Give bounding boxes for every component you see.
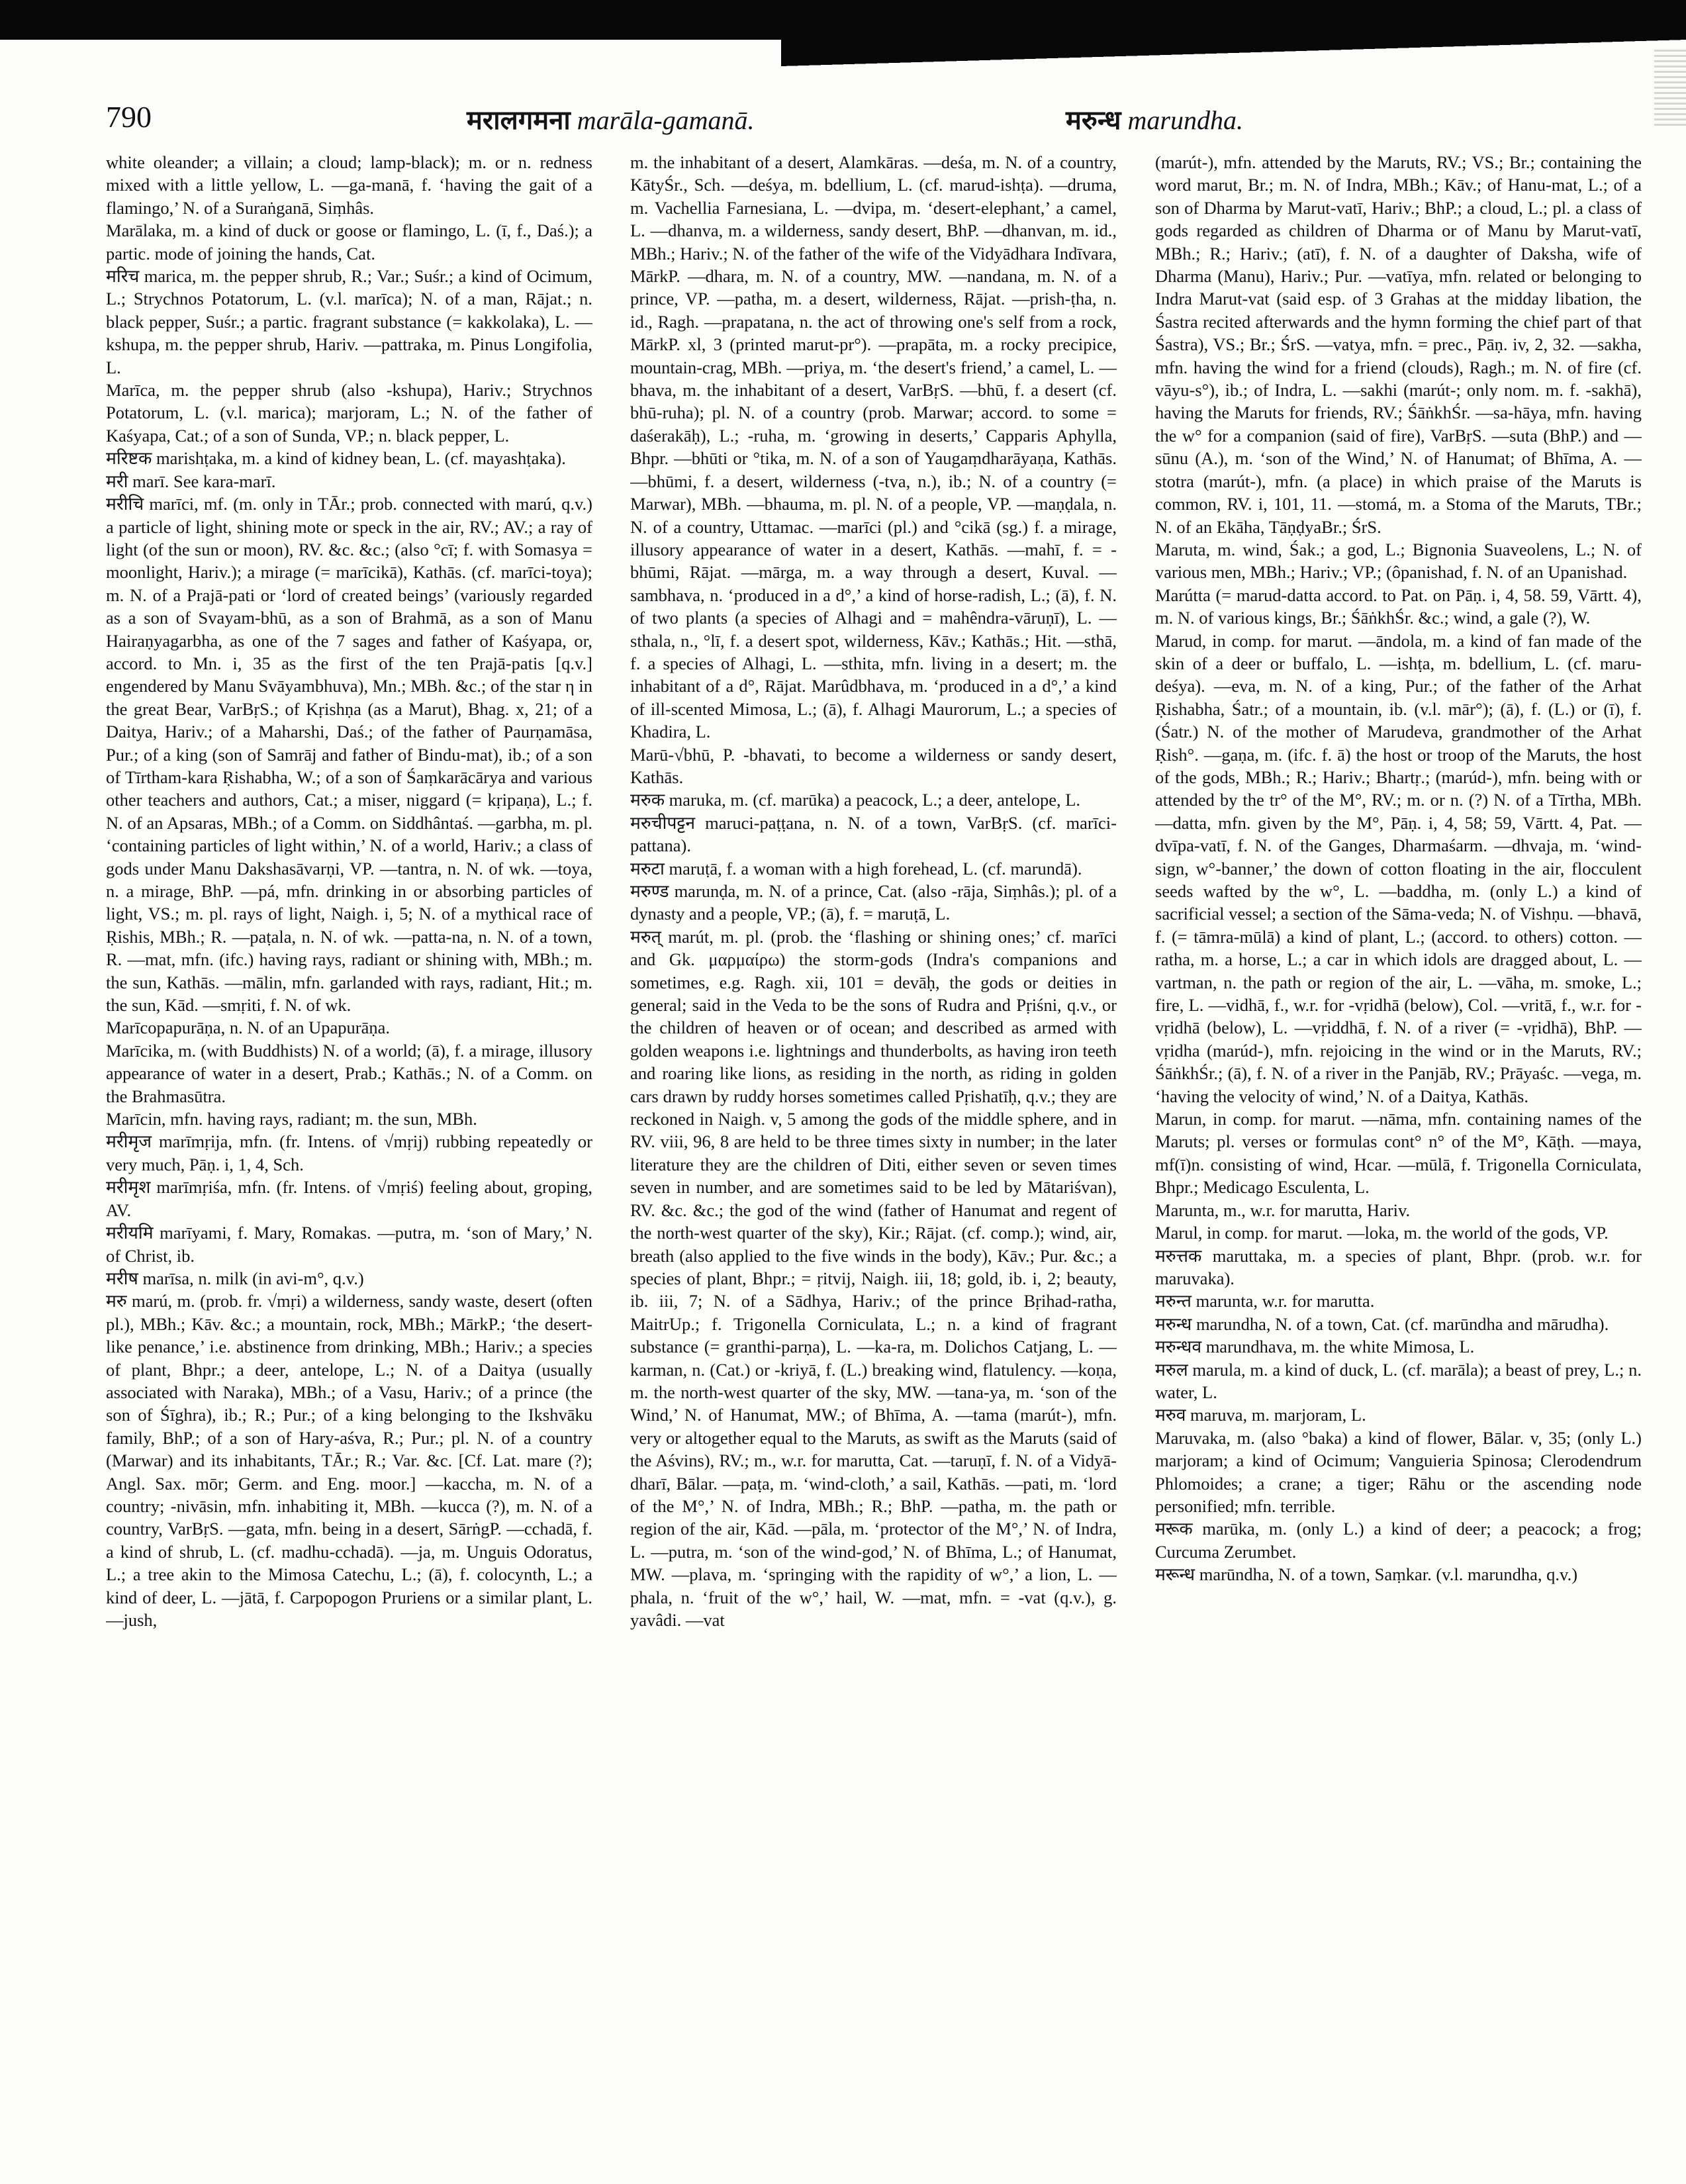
dictionary-entry: Marun, in comp. for marut. —nāma, mfn. containing names of the Maruts; pl. verses or formulas cont° n° of the M°, Kāṭh. —maya, mf(ī)n. consisting of wind, Hcar. —mūlā, f. Trigonella Corniculata, Bhpr.; Medicago Esculenta, L. [1155,1109,1642,1198]
dictionary-entry: Marīcika, m. (with Buddhists) N. of a world; (ā), f. a mirage, illusory appearance of water in a desert, Prab.; Kathās.; N. of a Comm. on the Brahmasūtra. [106,1040,592,1106]
page-number: 790 [106,100,152,134]
dictionary-entry: मरुन्त marunta, w.r. for marutta. [1155,1291,1375,1311]
dictionary-entry: मरुण्ड marunḍa, m. N. of a prince, Cat. (also -rāja, Siṃhâs.); pl. of a dynasty and a people, VP.; (ā), f. = maruṭā, L. [630,881,1117,924]
dictionary-entry: मरून्ध marūndha, N. of a town, Saṃkar. (v.l. marundha, q.v.) [1155,1564,1578,1585]
binding-edge [1654,46,1686,126]
dictionary-entry: Marīcopapurāṇa, n. N. of an Upapurāṇa. [106,1018,390,1038]
page-top-edge [0,0,1686,40]
dictionary-entry: मरीष marīsa, n. milk (in avi-m°, q.v.) [106,1268,364,1288]
column-3 [1155,151,1642,2157]
running-head-left-translit: marāla-gamanā. [577,105,755,135]
dictionary-entry: मरुल marula, m. a kind of duck, L. (cf. marāla); a beast of prey, L.; n. water, L. [1155,1359,1642,1402]
dictionary-entry: मरुत् marút, m. pl. (prob. the ‘flashing or shining ones;’ cf. marīci and Gk. μαρμαίρω) the storm-gods (Indra's companions and sometimes, e.g. Ragh. xii, 101 = devāḥ, the gods or deities in general; said in the Veda to be the sons of Rudra and Pṛiśni, q.v., or the children of heaven or of ocean; and described as armed with golden weapons i.e. lightnings and thunderbolts, as having iron teeth and roaring like lions, as residing in the north, as riding in golden cars drawn by ruddy horses sometimes called Pṛishatīḥ, q.v.; they are reckoned in Naigh. v, 5 among the gods of the middle sphere, and in RV. viii, 96, 8 are held to be three times sixty in number; in the later literature they are the children of Diti, either seven or seven times seven in number, and are sometimes said to be led by Mātariśvan), RV. &c. &c.; the god of the wind (father of Hanumat and regent of the north-west quarter of the sky), Kir.; Rājat. (cf. comp.); wind, air, breath (also applied to the five winds in the body), Kāv.; Pur. &c.; a species of plant, Bhpr.; = ṛitvij, Naigh. iii, 18; gold, ib. i, 2; beauty, ib. iii, 7; N. of a Sādhya, Hariv.; of the prince Bṛihad-ratha, MaitrUp.; f. Trigonella Corniculata, L.; n. a kind of fragrant substance (= granthi-parṇa), L. —ka-ra, m. Dolichos Catjang, L. —karman, n. (Cat.) or -kriyā, f. (L.) breaking wind, flatulency. —koṇa, m. the north-west quarter of the sky, MW. —tana-ya, m. ‘son of the Wind,’ N. of Hanumat, MW.; of Bhīma, A. —tama (marút-), mfn. very or altogether equal to the Maruts, as swift as the Maruts (said of the Aśvins), RV.; m., w.r. for marutta, Cat. —taruṇī, f. N. of a Vidyā-dharī, Bālar. —paṭa, m. ‘wind-cloth,’ a sail, Kathās. —pati, m. ‘lord of the M°,’ N. of Indra, MBh.; R.; BhP. —patha, m. the path or region of the air, Kād. —pāla, m. ‘protector of the M°,’ N. of Indra, L. —putra, m. ‘son of the wind-god,’ N. of Bhīma, L.; of Hanumat, MW. —plava, m. ‘springing with the rapidity of w°,’ a lion, L. —phala, n. ‘fruit of the w°,’ hail, W. —mat, mfn. = -vat (q.v.), g. yavâdi. —vat [630,926,1117,1630]
dictionary-entry: मरीयमि marīyami, f. Mary, Romakas. —putra, m. ‘son of Mary,’ N. of Christ, ib. [106,1223,592,1266]
dictionary-entry: Marīca, m. the pepper shrub (also -kshupa), Hariv.; Strychnos Potatorum, L. (v.l. marica); marjoram, L.; N. of the father of Kaśyapa, Cat.; of a son of Sunda, VP.; n. black pepper, L. [106,380,592,446]
dictionary-entry: Maruvaka, m. (also °baka) a kind of flower, Bālar. v, 35; (only L.) marjoram; a kind of Ocimum; Vanguieria Spinosa; Clerodendrum Phlomoides; a crane; a tiger; Rāhu or the ascending node personified; mfn. terrible. [1155,1427,1642,1516]
dictionary-entry: मरिष्टक marishṭaka, m. a kind of kidney bean, L. (cf. mayashṭaka). [106,448,566,469]
running-head-right-translit: marundha. [1127,105,1243,135]
dictionary-entry: Marútta (= marud-datta accord. to Pat. on Pāṇ. i, 4, 58. 59, Vārtt. 4), m. N. of various kings, Br.; ŚāṅkhŚr. &c.; wind, a gale (?), W. [1155,585,1642,628]
dictionary-entry: मरीमृश marīmṛiśa, mfn. (fr. Intens. of √mṛiś) feeling about, groping, AV. [106,1177,592,1220]
dictionary-entry: Marud, in comp. for marut. —āndola, m. a kind of fan made of the skin of a deer or buffalo, L. —ishṭa, m. bdellium, L. (cf. maru-deśya). —eva, m. N. of a king, Pur.; of the father of the Arhat Ṛishabha, Śatr.; of a mountain, ib. (v.l. mār°); (ā), f. (L.) or (ī), f. (Śatr.) N. of the mother of Marudeva, grandmother of the Arhat Ṛish°. —gaṇa, m. (ifc. f. ā) the host or troop of the Maruts, the host of the gods, MBh.; R.; Hariv.; Bhartṛ.; (marúd-), mfn. being with or attended by the tr° of the M°, RV.; m. or n. (?) N. of a Tīrtha, MBh. —datta, mfn. given by the M°, Pāṇ. i, 4, 58; 59, Vārtt. 4, Pat. —dvīpa-vatī, f. N. of the Ganges, Dharmaśarm. —dhvaja, m. ‘wind-sign, w°-banner,’ the down of cotton floating in the air, flocculent seeds wafted by the w°, L. —baddha, m. (only L.) a kind of sacrificial vessel; a section of the Sāma-veda; N. of Vishṇu. —bhavā, f. (= tāmra-mūlā) a kind of plant, L.; (accord. to others) cotton. —ratha, m. a horse, L.; a car in which idols are dragged about, L. —vartman, n. the path or region of the air, L. —vāha, m. smoke, L.; fire, L. —vidhā, f., w.r. for -vṛidhā (below), Col. —vritā, f., w.r. for -vṛidhā (below), L. —vṛiddhā, f. N. of a river (= -vṛidhā), BhP. —vṛidha (marúd-), mfn. rejoicing in the wind or in the Maruts, RV.; ŚāṅkhŚr.; (ā), f. N. of a river in the Panjāb, RV.; Prāyaśc. —vega, m. ‘having the velocity of wind,’ N. of a Daitya, Kathās. [1155,630,1642,1106]
dictionary-entry: Marunta, m., w.r. for marutta, Hariv. [1155,1200,1411,1220]
running-head-left-devanagari: मरालगमना [467,105,571,135]
page-top-shadow [781,40,1686,66]
page-header [106,99,1642,139]
dictionary-entry: मरिच marica, m. the pepper shrub, R.; Var.; Suśr.; a kind of Ocimum, L.; Strychnos Potatorum, L. (v.l. marīca); N. of a man, Rājat.; n. black pepper, Suśr.; a partic. fragrant substance (= kakkolaka), L. —kshupa, m. the pepper shrub, Hariv. —pattraka, m. Pinus Longifolia, L. [106,266,592,377]
dictionary-entry: मरुत्तक maruttaka, m. a species of plant, Bhpr. (prob. w.r. for maruvaka). [1155,1245,1642,1288]
running-head-right [1066,101,1243,137]
dictionary-entry: Maruta, m. wind, Śak.; a god, L.; Bignonia Suaveolens, L.; N. of various men, MBh.; Hariv.; VP.; (ôpanishad, f. N. of an Upanishad. [1155,539,1642,583]
dictionary-entry: white oleander; a villain; a cloud; lamp-black); m. or n. redness mixed with a little yellow, L. —ga-manā, f. ‘having the gait of a flamingo,’ N. of a Suraṅganā, Siṃhâs. [106,152,592,218]
dictionary-entry: मरुन्धव marundhava, m. the white Mimosa, L. [1155,1337,1475,1357]
dictionary-entry: मरुन्ध marundha, N. of a town, Cat. (cf. marūndha and mārudha). [1155,1313,1609,1334]
column-1 [106,151,592,2157]
dictionary-entry: Marālaka, m. a kind of duck or goose or flamingo, L. (ī, f., Daś.); a partic. mode of joining the hands, Cat. [106,220,592,263]
dictionary-entry: मरुक maruka, m. (cf. marūka) a peacock, L.; a deer, antelope, L. [630,790,1081,810]
dictionary-entry: मरुचीपट्टन maruci-paṭṭana, n. N. of a town, VarBṛS. (cf. marīci-pattana). [630,812,1117,856]
dictionary-columns [106,151,1642,2157]
dictionary-entry: मरूक marūka, m. (only L.) a kind of deer; a peacock; a frog; Curcuma Zerumbet. [1155,1519,1642,1562]
dictionary-entry: मरीमृज marīmṛija, mfn. (fr. Intens. of √mṛij) rubbing repeatedly or very much, Pāṇ. i, 1, 4, Sch. [106,1131,592,1174]
dictionary-entry: (marút-), mfn. attended by the Maruts, RV.; VS.; Br.; containing the word marut, Br.; m. N. of Indra, MBh.; Kāv.; of Hanu-mat, L.; of a son of Dharma by Marut-vatī, Hariv.; BhP.; a cloud, L.; pl. a class of gods regarded as children of Dharma or of Manu by Marut-vatī, MBh.; R.; Hariv.; (atī), f. N. of a daughter of Daksha, wife of Dharma (Manu), Hariv.; Pur. —vatīya, mfn. related or belonging to Indra Marut-vat (said esp. of 3 Grahas at the midday libation, the Śastra recited afterwards and the hymn forming the chief part of that Śastra), VS.; Br.; ŚrS. —vatya, mfn. = prec., Pāṇ. iv, 2, 32. —sakha, mfn. having the wind for a friend (clouds), Ragh.; m. N. of fire (cf. vāyu-s°), ib.; of Indra, L. —sakhi (marút-; only nom. m. f. -sakhā), having the Maruts for friends, RV.; ŚāṅkhŚr. —sa-hāya, mfn. having the w° for a companion (said of fire), VarBṛS. —suta (BhP.) and —sūnu (A.), m. ‘son of the Wind,’ N. of Hanumat; of Bhīma, A. —stotra (marút-), mfn. (a place) in which praise of the Maruts is common, RV. i, 101, 11. —stomá, m. a Stoma of the Maruts, TBr.; N. of an Ekāha, TāṇḍyaBr.; ŚrS. [1155,152,1642,537]
running-head-left [467,101,755,137]
running-head-right-devanagari: मरुन्ध [1066,105,1121,135]
dictionary-entry: Marul, in comp. for marut. —loka, m. the world of the gods, VP. [1155,1223,1609,1243]
column-2 [630,151,1117,2157]
dictionary-entry: Marīcin, mfn. having rays, radiant; m. the sun, MBh. [106,1109,477,1129]
dictionary-entry: मरुव maruva, m. marjoram, L. [1155,1405,1366,1425]
dictionary-entry: m. the inhabitant of a desert, Alamkāras. —deśa, m. N. of a country, KātyŚr., Sch. —deśya, m. bdellium, L. (cf. marud-ishṭa). —druma, m. Vachellia Farnesiana, L. —dvipa, m. ‘desert-elephant,’ a camel, L. —dhanva, m. a wilderness, sandy desert, BhP. —dhanvan, m. id., MBh.; Hariv.; N. of the father of the wife of the Vidyādhara Indīvara, MārkP. —dhara, m. N. of a country, MW. —nandana, m. N. of a prince, VP. —patha, m. a desert, wilderness, Rājat. —prish-ṭha, n. id., Ragh. —prapatana, n. the act of throwing one's self from a rock, MārkP. xl, 3 (printed marut-pr°). —prapāta, m. a rocky precipice, mountain-crag, MBh. —priya, m. ‘the desert's friend,’ a camel, L. —bhava, m. the inhabitant of a desert, VarBṛS. —bhū, f. a desert (cf. bhū-ruha); pl. N. of a country (prob. Marwar; accord. to some = daśerakāḥ), L.; -ruha, m. ‘growing in deserts,’ Capparis Aphylla, Bhpr. —bhūti or °tika, m. N. of a son of Yaugaṃdharāyaṇa, Kathās. —bhūmi, f. a desert, wilderness (-tva, n.), ib.; N. of a country (= Marwar), MBh. —bhauma, m. pl. N. of a people, VP. —maṇḍala, n. N. of a country, Uttamac. —marīci (pl.) and °cikā (sg.) f. a mirage, illusory appearance of water in a desert, Kathās. —mahī, f. = -bhūmi, Rājat. —mārga, m. a way through a desert, Kuval. —sambhava, n. ‘produced in a d°,’ a kind of horse-radish, L.; (ā), f. N. of two plants (a species of Alhagi and = mahêndra-vāruṇī), L. —sthala, n., °lī, f. a desert spot, wilderness, Kāv.; Kathās.; Hit. —sthā, f. a species of Alhagi, L. —sthita, mfn. living in a desert; m. the inhabitant of a d°, Rājat. Marûdbhava, m. ‘produced in a d°,’ a kind of ill-scented Mimosa, L.; (ā), f. Alhagi Maurorum, L.; a species of Khadira, L. [630,152,1117,742]
dictionary-entry: मरुटा maruṭā, f. a woman with a high forehead, L. (cf. marundā). [630,858,1082,878]
dictionary-entry: मरु marú, m. (prob. fr. √mṛi) a wilderness, sandy waste, desert (often pl.), MBh.; Kāv. &c.; a mountain, rock, MBh.; MārkP.; ‘the desert-like penance,’ i.e. abstinence from drinking, MBh.; Hariv.; a species of plant, Bhpr.; a deer, antelope, L.; N. of a Daitya (usually associated with Naraka), MBh.; of a Vasu, Hariv.; of a prince (the son of Śīghra), ib.; R.; Pur.; of a king belonging to the Ikshvāku family, BhP.; of a son of Hary-aśva, R.; Pur.; pl. N. of a country (Marwar) and its inhabitants, TĀr.; R.; Var. &c. [Cf. Lat. mare (?); Angl. Sax. mōr; Germ. and Eng. moor.] —kaccha, m. N. of a country; -nivāsin, mfn. inhabiting it, MBh. —kucca (?), m. N. of a country, VarBṛS. —gata, mfn. being in a desert, SārṅgP. —cchadā, f. a kind of shrub, L. (cf. madhu-cchadā). —ja, m. Unguis Odoratus, L.; a tree akin to the Mimosa Catechu, L.; (ā), f. colocynth, L.; a kind of deer, L. —jātā, f. Carpopogon Pruriens or a similar plant, L. —jush, [106,1291,592,1630]
dictionary-entry: Marū-√bhū, P. -bhavati, to become a wilderness or sandy desert, Kathās. [630,744,1117,787]
dictionary-entry: मरीचि marīci, mf. (m. only in TĀr.; prob. connected with marú, q.v.) a particle of light, shining mote or speck in the air, RV.; AV.; a ray of light (of the sun or moon), RV. &c. &c.; (also °cī; f. with Somasya = moonlight, Hariv.); a mirage (= marīcikā), Kathās. (cf. marīci-toya); m. N. of a Prajā-pati or ‘lord of created beings’ (variously regarded as a son of Svayam-bhū, as a son of Brahmā, as a son of Manu Hairaṇyagarbha, as one of the 7 sages and father of Kaśyapa, or, accord. to Mn. i, 35 as the first of the ten Prajā-patis [q.v.] engendered by Manu Svāyambhuva), Mn.; MBh. &c.; of the star η in the great Bear, VarBṛS.; of Kṛishṇa (as a Marut), Bhag. x, 21; of a Daitya, Hariv.; of a Maharshi, Daś.; of the father of Paurṇamāsa, Pur.; of a king (son of Samrāj and father of Bindu-mat), ib.; of a son of Tīrtham-kara Ṛishabha, W.; of a son of Śaṃkarācārya and various other teachers and authors, Cat.; a miser, niggard (= kṛipaṇa), L.; f. N. of an Apsaras, MBh.; of a Comm. on Siddhântaś. —garbha, m. pl. ‘containing particles of light within,’ N. of a world, Hariv.; a class of gods under Manu Dakshasāvarṇi, VP. —tantra, n. N. of wk. —toya, n. a mirage, BhP. —pá, mfn. drinking in or absorbing particles of light, VS.; m. pl. rays of light, Naigh. i, 5; N. of a mythical race of Ṛishis, MBh.; R. —paṭala, n. N. of wk. —patta-na, n. N. of a town, R. —mat, mfn. (ifc.) having rays, radiant or shining with, MBh.; m. the sun, Kathās. —mālin, mfn. garlanded with rays, radiant, Hit.; m. the sun, Kād. —smṛiti, f. N. of wk. [106,494,592,1016]
dictionary-entry: मरी marī. See kara-marī. [106,471,276,491]
